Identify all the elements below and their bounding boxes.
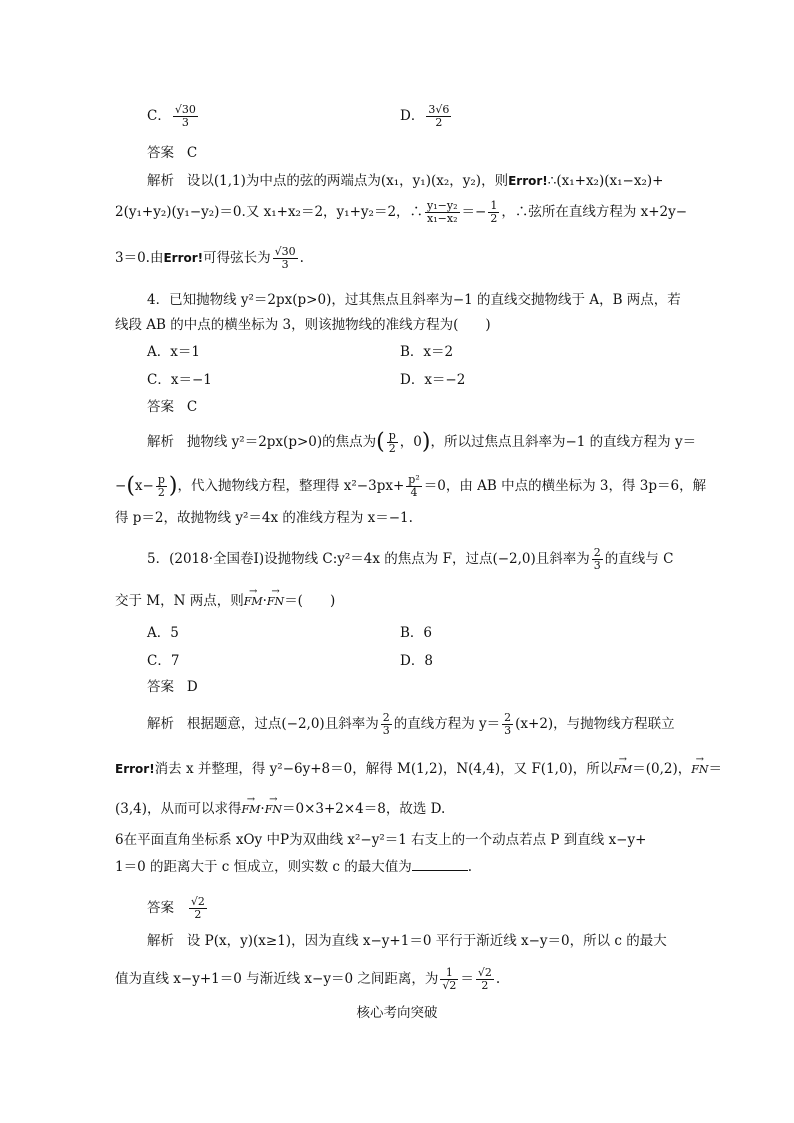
q4-option-b: B．x＝2 (400, 344, 454, 360)
q3-solution-line1: 解析 设以(1,1)为中点的弦的两端点为(x₁，y₁)(x₂，y₂)，则Error!∴(x₁+x₂)(x₁−x₂)+ (147, 173, 664, 189)
q5-option-d: D．8 (400, 653, 433, 669)
q3-option-c: C． $\frac{√30}{3}$ (147, 103, 196, 129)
q5-option-a: A．5 (147, 625, 179, 641)
q6-stem-line1: 6在平面直角坐标系 xOy 中P为双曲线 x²−y²＝1 右支上的一个动点若点 P 到直线 x−y+ (115, 832, 647, 848)
q4-solution-line1: 解析 抛物线 y²＝2px(p>0)的焦点为( $\frac{p}{2}$ ，0)，所以过焦点且斜率为−1 的直线方程为 y＝ (147, 429, 697, 455)
q4-option-a: A．x＝1 (147, 344, 200, 360)
q5-stem-line2: 交于 M，N 两点，则→ FM·→ FN＝( ) (115, 588, 335, 612)
q4-solution-line3: 得 p＝2，故抛物线 y²＝4x 的准线方程为 x＝−1. (115, 510, 413, 526)
section-title: 核心考向突破 (356, 1005, 438, 1021)
q5-option-b: B．6 (400, 625, 433, 641)
q6-stem-line2: 1＝0 的距离大于 c 恒成立，则实数 c 的最大值为 . (115, 859, 473, 875)
q3-solution-line2: 2(y₁+y₂)(y₁−y₂)＝0.又 x₁+x₂＝2，y₁+y₂＝2，∴ $\frac{\text{y₁−y₂}}{\text{x₁−x₂}}$ ＝− $\frac{1}{2}$ ，∴弦所在直线方程为 x+2y− (115, 199, 688, 225)
q5-solution-line2: Error!消去 x 并整理，得 y²−6y+8＝0，解得 M(1,2)，N(4,4)，又 F(1,0)，所以→ FM＝(0,2)，→ FN＝ (115, 756, 722, 780)
q4-stem-line1: 4．已知抛物线 y²＝2px(p>0)，过其焦点且斜率为−1 的直线交抛物线于 A，B 两点，若 (147, 292, 681, 308)
q4-solution-line2: −(x− $\frac{p}{2}$ )，代入抛物线方程，整理得 x²−3px+ $\frac{\text{p²}}{4}$ ＝0，由 AB 中点的横坐标为 3，得 3p＝6，解 (115, 473, 707, 499)
q4-stem-line2: 线段 AB 的中点的横坐标为 3，则该抛物线的准线方程为( ) (115, 317, 491, 333)
q5-solution-line3: (3,4)，从而可以求得→ FM·→ FN＝0×3+2×4＝8，故选 D. (115, 796, 445, 820)
q3-answer: 答案 C (147, 145, 198, 161)
q5-option-c: C．7 (147, 653, 180, 669)
q6-answer: 答案 $\frac{√2}{2}$ (147, 895, 205, 921)
q6-solution-line2: 值为直线 x−y+1＝0 与渐近线 x−y＝0 之间距离，为 $\frac{1}{√2}$ ＝ $\frac{√2}{2}$ . (115, 966, 501, 992)
q5-stem-line1: 5．(2018·全国卷Ⅰ)设抛物线 C:y²＝4x 的焦点为 F，过点(−2,0)且斜率为 $\frac{2}{3}$ 的直线与 C (147, 546, 674, 572)
q5-answer: 答案 D (147, 679, 198, 695)
q3-option-d: D． $\frac{3√6}{2}$ (400, 103, 450, 129)
q4-option-d: D．x＝−2 (400, 372, 466, 388)
q4-answer: 答案 C (147, 399, 198, 415)
q6-solution-line1: 解析 设 P(x，y)(x≥1)，因为直线 x−y+1＝0 平行于渐近线 x−y＝0，所以 c 的最大 (147, 933, 667, 949)
q4-option-c: C．x＝−1 (147, 372, 212, 388)
q3-solution-line3: 3＝0.由Error!可得弦长为 $\frac{√30}{3}$ . (115, 245, 304, 271)
q5-solution-line1: 解析 根据题意，过点(−2,0)且斜率为 $\frac{2}{3}$ 的直线方程为 y＝ $\frac{2}{3}$ (x+2)，与抛物线方程联立 (147, 711, 675, 737)
q6-answer-blank (412, 858, 468, 871)
